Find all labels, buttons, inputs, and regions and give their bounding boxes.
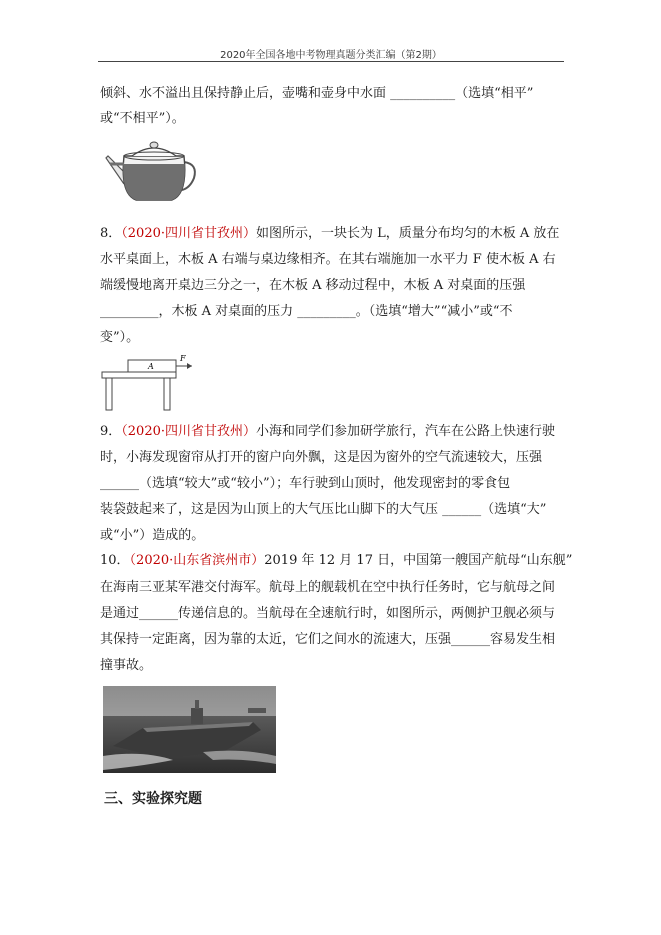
q8-line-1 [100, 226, 566, 242]
q9-source: （2020·四川省甘孜州） [121, 424, 256, 439]
q8-line-2: 水平桌面上，木板 A 右端与桌边缘相齐。在其右端施加一水平力 F 使木板 A 右 [100, 252, 556, 267]
page-header: 2020年全国各地中考物理真题分类汇编（第2期） [220, 50, 442, 61]
q10-line-5: 撞事故。 [100, 658, 153, 673]
q10-source: （2020·山东省滨州市） [129, 553, 265, 568]
q8-source: （2020·四川省甘孜州） [121, 226, 256, 241]
q9-line-2: 时，小海发现窗帘从打开的窗户向外飘，这是因为窗外的空气流速较大，压强 [100, 450, 543, 465]
q7-line-2: 或“不相平”）。 [100, 111, 185, 126]
q10-line-4: 其保持一定距离，因为靠的太近，它们之间水的流速大，压强______容易发生相 [100, 632, 556, 647]
q10-line-2: 在海南三亚某军港交付海军。航母上的舰载机在空中执行任务时，它与航母之间 [100, 580, 556, 595]
q9-text-start: 小海和同学们参加研学旅行，汽车在公路上快速行驶 [256, 424, 556, 439]
q10-number: 10． [100, 553, 130, 568]
q8-line-4: _________，木板 A 对桌面的压力 _________。（选填“增大”“减小”或“不 [100, 304, 513, 319]
aircraft-carrier-photo [103, 686, 276, 773]
teapot-figure [102, 134, 198, 204]
q7-line-1: 倾斜、水不溢出且保持静止后，壶嘴和壶身中水面 __________（选填“相平” [100, 86, 534, 101]
force-label: F [180, 354, 186, 363]
board-table-figure [100, 352, 200, 412]
q9-line-1 [100, 424, 566, 440]
q10-text-start: 2019 年 12 月 17 日，中国第一艘国产航母“山东舰” [264, 553, 573, 568]
section-title: 三、实验探究题 [104, 791, 202, 807]
board-label: A [148, 362, 154, 371]
q8-line-3: 端缓慢地离开桌边三分之一，在木板 A 移动过程中，木板 A 对桌面的压强 [100, 278, 526, 293]
q10-line-1 [100, 553, 573, 569]
q9-number: 9． [100, 424, 122, 439]
q9-line-3: ______（选填“较大”或“较小”）；车行驶到山顶时，他发现密封的零食包 [100, 476, 511, 491]
q8-line-5: 变”）。 [100, 330, 140, 345]
header-rule [98, 61, 564, 62]
q9-line-5: 或“小”）造成的。 [100, 528, 205, 543]
q9-line-4: 装袋鼓起来了，这是因为山顶上的大气压比山脚下的大气压 ______（选填“大” [100, 502, 547, 517]
q8-number: 8． [100, 226, 122, 241]
q8-text-start: 如图所示，一块长为 L，质量分布均匀的木板 A 放在 [256, 226, 560, 241]
q10-line-3: 是通过______传递信息的。当航母在全速航行时，如图所示，两侧护卫舰必须与 [100, 606, 556, 621]
